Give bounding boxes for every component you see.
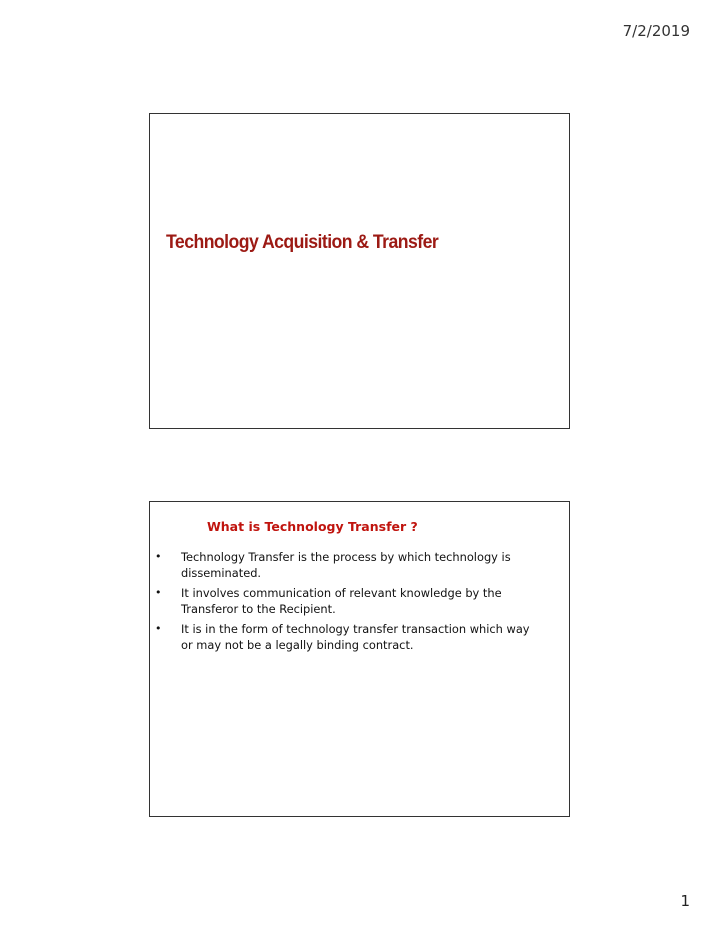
- bullet-text: It involves communication of relevant knowledge by the Transferor to the Recipient.: [181, 586, 502, 616]
- bullet-icon: •: [155, 622, 162, 635]
- bullet-item-1: [150, 549, 571, 581]
- bullet-icon: •: [155, 550, 162, 563]
- bullet-icon: •: [155, 586, 162, 599]
- page-number: 1: [680, 892, 690, 910]
- slide-1: [149, 113, 570, 429]
- bullet-text: Technology Transfer is the process by which technology is disseminated.: [181, 550, 511, 580]
- bullet-item-3: [150, 621, 571, 653]
- slide-2: [149, 501, 570, 817]
- slide-title: Technology Acquisition & Transfer: [166, 232, 439, 253]
- bullet-list: [150, 549, 571, 657]
- bullet-item-2: [150, 585, 571, 617]
- slide-heading: What is Technology Transfer ?: [207, 519, 418, 534]
- bullet-text: It is in the form of technology transfer transaction which way or may not be a legally binding contract.: [181, 622, 530, 652]
- header-date: 7/2/2019: [622, 22, 690, 40]
